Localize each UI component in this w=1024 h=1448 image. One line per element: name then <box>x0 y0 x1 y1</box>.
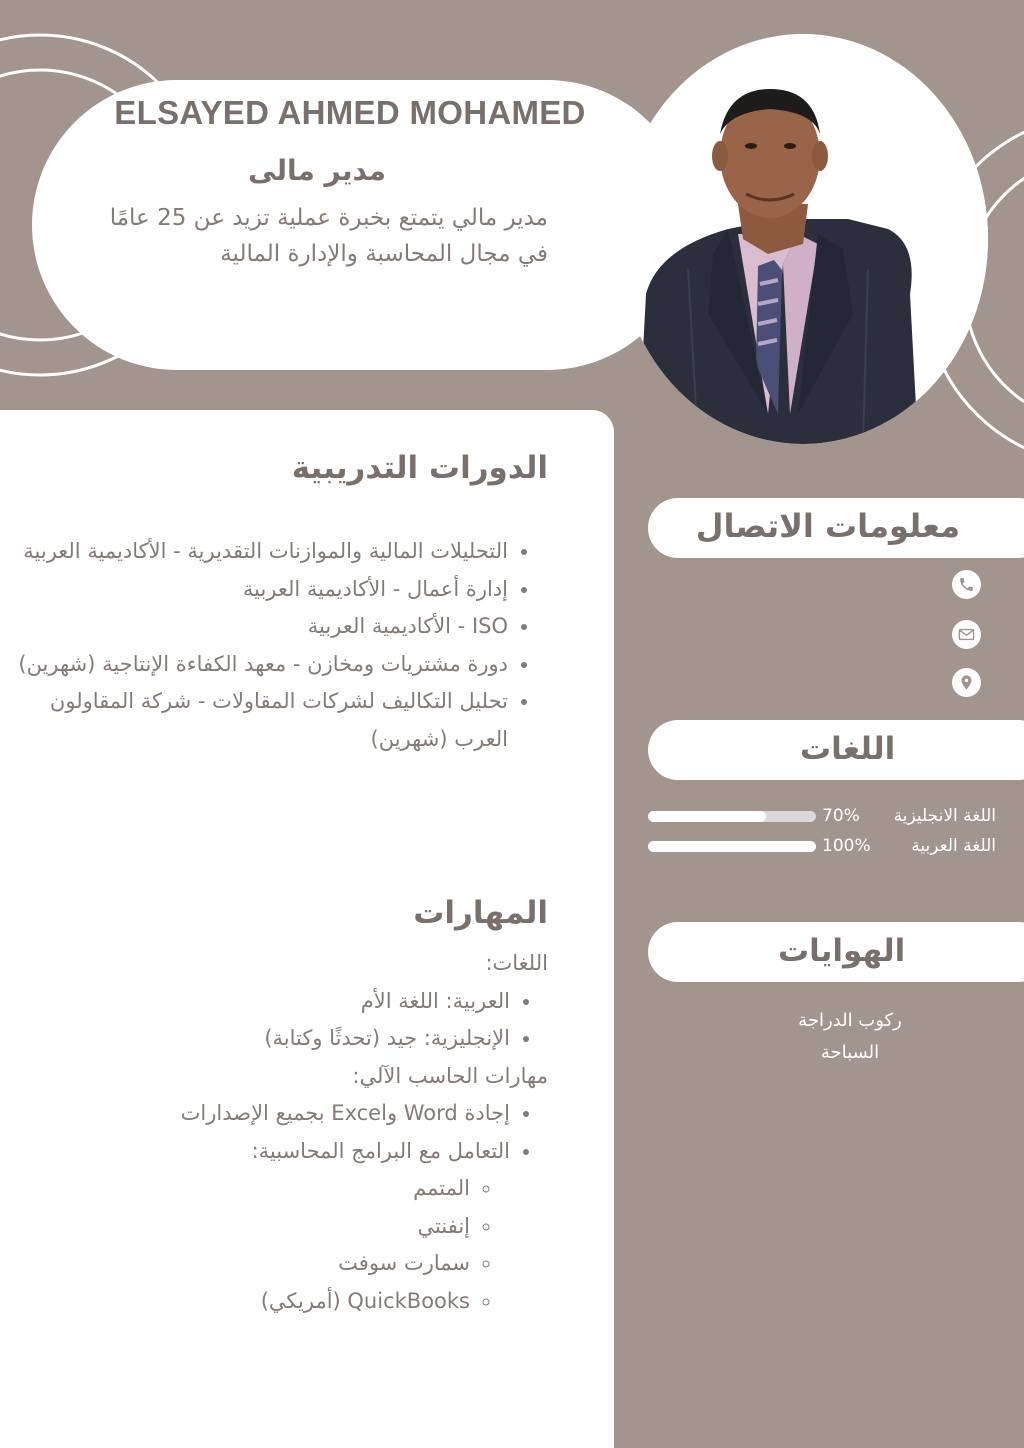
phone-icon <box>952 570 981 599</box>
list-item: ◦ إنفنتي <box>28 1208 470 1246</box>
language-row-english <box>648 806 996 828</box>
list-item: • ISO - الأكاديمية العربية <box>18 608 508 646</box>
skills-computer-heading: مهارات الحاسب الآلي: <box>352 1063 548 1088</box>
job-title: مدير مالى <box>248 154 386 187</box>
language-bar-track <box>648 811 816 822</box>
languages-title: اللغات <box>800 731 896 767</box>
language-bar-fill <box>648 841 816 852</box>
list-item: • دورة مشتريات ومخازن - معهد الكفاءة الإنتاجية (شهرين) <box>18 646 508 684</box>
location-icon <box>952 668 981 697</box>
list-item: • الإنجليزية: جيد (تحدثًا وكتابة) <box>28 1020 510 1058</box>
contact-title: معلومات الاتصال <box>695 507 960 545</box>
hobbies-list <box>760 1005 940 1069</box>
list-item: ◦ QuickBooks (أمريكي) <box>28 1283 470 1321</box>
list-item: • التحليلات المالية والموازنات التقديرية - الأكاديمية العربية <box>18 533 508 571</box>
courses-title: الدورات التدريبية <box>291 450 548 486</box>
list-item-label: التعامل مع البرامج المحاسبية: <box>251 1138 510 1163</box>
profile-photo <box>618 34 988 444</box>
skills-languages-heading: اللغات: <box>485 951 548 975</box>
language-percent: 100% <box>822 836 871 856</box>
courses-list <box>18 533 534 758</box>
skills-section <box>28 945 548 1320</box>
language-name: اللغة الانجليزية <box>893 806 996 826</box>
list-item: ◦ المتمم <box>28 1170 470 1208</box>
skills-computer-list <box>28 1095 548 1320</box>
email-icon <box>952 620 981 649</box>
list-item: • العربية: اللغة الأم <box>28 983 510 1021</box>
language-bar-track <box>648 841 816 852</box>
profile-summary: مدير مالي يتمتع بخبرة عملية تزيد عن 25 عامًا في مجال المحاسبة والإدارة المالية <box>109 205 548 267</box>
skills-title: المهارات <box>413 895 548 931</box>
list-item: • تحليل التكاليف لشركات المقاولات - شركة المقاولون العرب (شهرين) <box>18 683 508 758</box>
full-name: ELSAYED AHMED MOHAMED <box>114 94 586 131</box>
language-name: اللغة العربية <box>911 836 996 856</box>
hobby-item: ركوب الدراجة <box>798 1010 902 1031</box>
software-list <box>28 1170 510 1320</box>
list-item <box>28 1133 510 1321</box>
list-item: ◦ سمارت سوفت <box>28 1245 470 1283</box>
skills-languages-list <box>28 983 548 1058</box>
list-item: • إجادة Word وExcel بجميع الإصدارات <box>28 1095 510 1133</box>
hobbies-title: الهوايات <box>778 933 906 969</box>
language-bar-fill <box>648 811 766 822</box>
hobby-item: السباحة <box>820 1042 880 1063</box>
list-item: • إدارة أعمال - الأكاديمية العربية <box>18 571 508 609</box>
language-percent: 70% <box>822 806 860 826</box>
language-row-arabic <box>648 836 996 858</box>
